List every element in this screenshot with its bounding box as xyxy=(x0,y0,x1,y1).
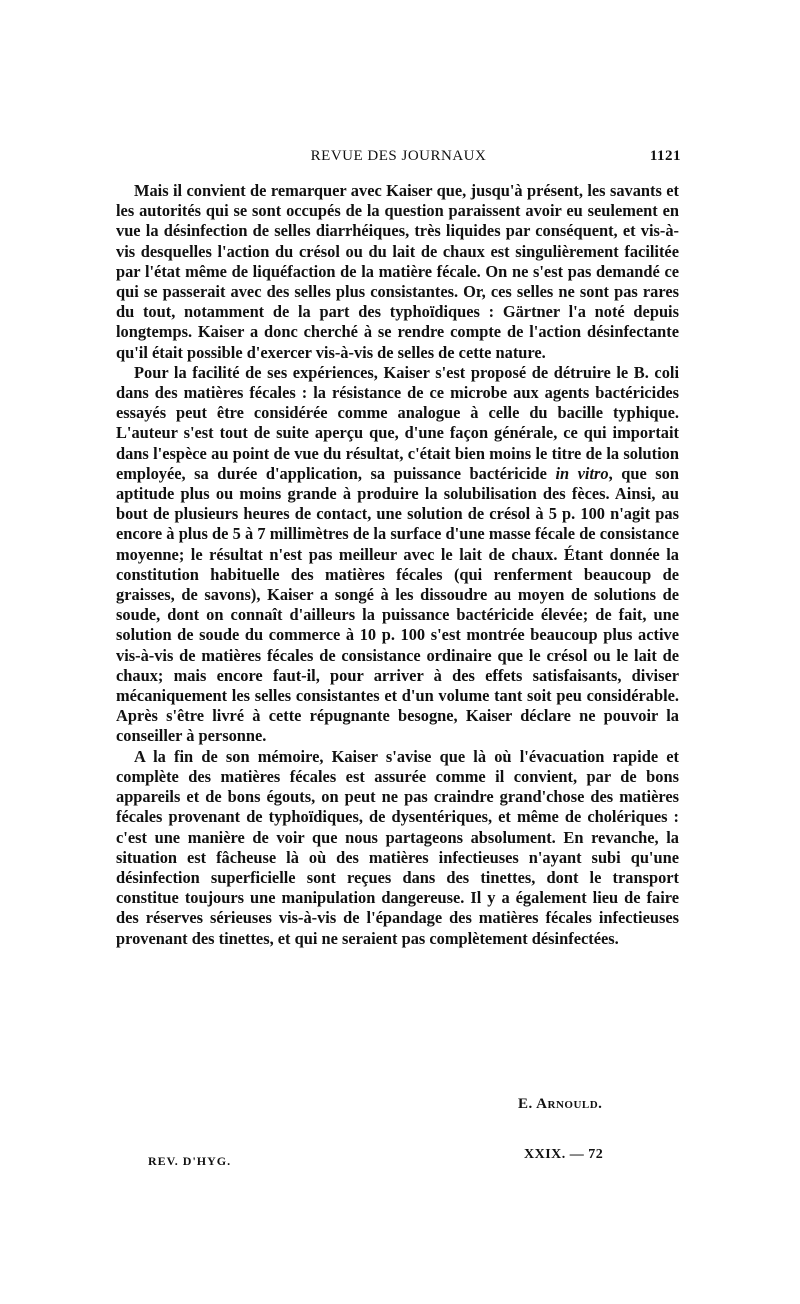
italic-term: in vitro xyxy=(555,463,609,483)
running-head xyxy=(116,148,681,170)
author-signature: E. Arnould. xyxy=(518,1096,603,1112)
sheet-signature: XXIX. — 72 xyxy=(524,1147,604,1162)
running-title: REVUE DES JOURNAUX xyxy=(310,148,487,164)
journal-abbreviation: REV. D'HYG. xyxy=(148,1154,232,1168)
article-body xyxy=(116,181,679,949)
page-number: 1121 xyxy=(649,148,681,164)
paragraph-3: A la fin de son mémoire, Kaiser s'avise que là où l'évacuation rapide et complète des matières fécales est assurée comme il convient, par de bons appareils et de bons égouts, on peut ne pas craindre grand'chose des matières fécales provenant de typhoïdiques, de dysentériques, et même de cholériques : c'est une manière de voir que nous partageons absolument. En revanche, la situation est fâcheuse là où des matières infectieuses n'ayant subi qu'une désinfection superficielle sont reçues dans des tinettes, dont le transport constitue toujours une manipulation dangereuse. Il y a également lieu de faire des réserves sérieuses vis-à-vis de l'épandage des matières fécales infectieuses provenant des tinettes, et qui ne seraient pas complètement désinfectées. xyxy=(116,746,679,948)
paragraph-1: Mais il convient de remarquer avec Kaiser que, jusqu'à présent, les savants et les autorités qui se sont occupés de la question paraissent avoir eu seulement en vue la désinfection de selles diarrhéiques, très liquides par conséquent, et vis-à-vis desquelles l'action du crésol ou du lait de chaux est singulièrement facilitée par l'état même de liquéfaction de la matière fécale. On ne s'est pas demandé ce qui se passerait avec des selles plus consistantes. Or, ces selles ne sont pas rares du tout, notamment de la part des typhoïdiques : Gärtner l'a noté depuis longtemps. Kaiser a donc cherché à se rendre compte de l'action désinfectante qu'il était possible d'exercer vis-à-vis de selles de cette nature. xyxy=(116,181,679,362)
paragraph-2: Pour la facilité de ses expériences, Kaiser s'est proposé de détruire le B. coli dans des matières fécales : la résistance de ce microbe aux agents bactéricides essayés peut être considérée comme analogue à celle du bacille typhique. L'auteur s'est tout de suite aperçu que, d'une façon générale, ce qui importait dans l'espèce au point de vue du résultat, c'était bien moins le titre de la solution employée, sa durée d'application, sa puissance bactéricide in vitro, que son aptitude plus ou moins grande à produire la solubilisation des fèces. Ainsi, au bout de plusieurs heures de contact, une solution de crésol à 5 p. 100 n'agit pas encore à plus de 5 à 7 millimètres de la surface d'une masse fécale de consistance moyenne; le résultat n'est pas meilleur avec le lait de chaux. Étant donnée la constitution habituelle des matières fécales (qui renferment beaucoup de graisses, de savons), Kaiser a songé à les dissoudre au moyen de solutions de soude, dont on connaît d'ailleurs la puissance bactéricide élevée; de fait, une solution de soude du commerce à 10 p. 100 s'est montrée beaucoup plus active vis-à-vis de matières fécales de consistance ordinaire que le crésol ou le lait de chaux; mais encore faut-il, pour arriver à des effets satisfaisants, diviser mécaniquement les selles consistantes et d'un volume tant soit peu considérable. Après s'être livré à cette répugnante besogne, Kaiser déclare ne pouvoir la conseiller à personne. xyxy=(116,362,679,746)
